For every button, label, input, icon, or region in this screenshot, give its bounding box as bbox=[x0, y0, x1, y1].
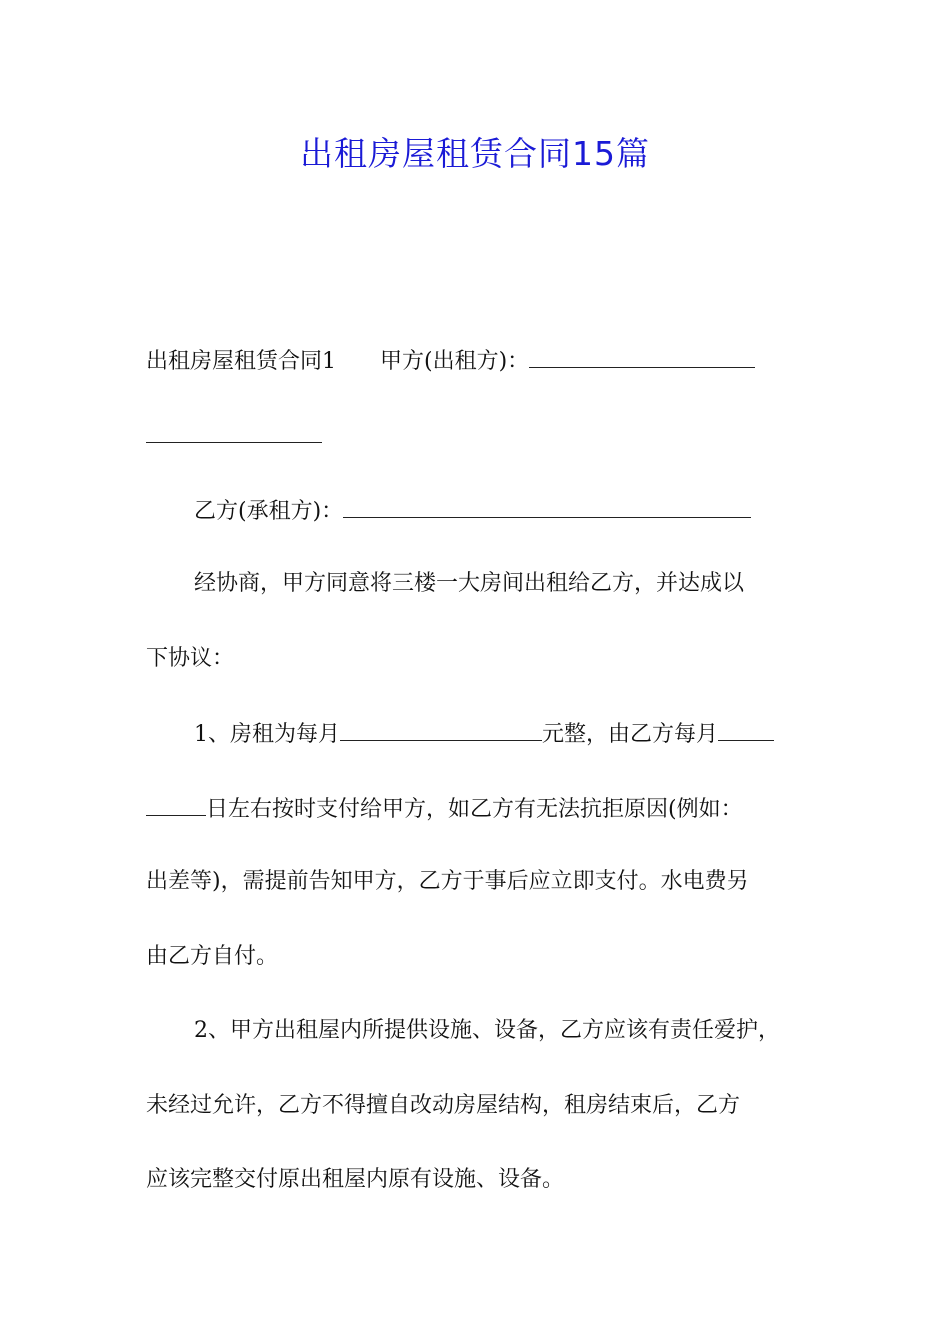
party-b-label: 乙方(承租方)： bbox=[194, 499, 344, 524]
clause-2-line-2: 未经过允许，乙方不得擅自改动房屋结构，租房结束后，乙方 bbox=[146, 1093, 741, 1118]
clause-1-line-2 bbox=[146, 793, 743, 825]
clause-1-line-2-text: 日左右按时支付给甲方，如乙方有无法抗拒原因(例如： bbox=[206, 797, 743, 822]
heading-line bbox=[146, 345, 755, 377]
party-a-blank bbox=[529, 345, 755, 368]
intro-line-2: 下协议： bbox=[146, 646, 235, 671]
party-b-line bbox=[194, 495, 751, 527]
party-b-blank bbox=[343, 495, 751, 518]
party-a-blank-continued bbox=[146, 420, 322, 443]
pay-day-blank-continued bbox=[146, 793, 206, 816]
clause-2-line-3: 应该完整交付原出租屋内原有设施、设备。 bbox=[146, 1167, 565, 1192]
clause-1-line-3: 出差等)，需提前告知甲方，乙方于事后应立即支付。水电费另 bbox=[146, 869, 749, 894]
party-a-label: 甲方(出租方)： bbox=[380, 349, 530, 374]
rent-amount-blank bbox=[340, 718, 542, 741]
contract-heading: 出租房屋租赁合同1 bbox=[146, 349, 336, 374]
intro-line-1: 经协商，甲方同意将三楼一大房间出租给乙方，并达成以 bbox=[194, 571, 745, 596]
clause-1-rent-label: 1、房租为每月 bbox=[194, 722, 340, 747]
party-a-blank-continued-line bbox=[146, 420, 322, 452]
clause-1-line-4: 由乙方自付。 bbox=[146, 944, 279, 969]
pay-day-blank bbox=[718, 718, 774, 741]
clause-1-pay-label: 元整，由乙方每月 bbox=[542, 722, 719, 747]
clause-2-line-1: 2、甲方出租屋内所提供设施、设备，乙方应该有责任爱护， bbox=[194, 1018, 780, 1043]
document-title: 出租房屋租赁合同15篇 bbox=[300, 134, 650, 173]
clause-1-line-1 bbox=[194, 718, 774, 750]
